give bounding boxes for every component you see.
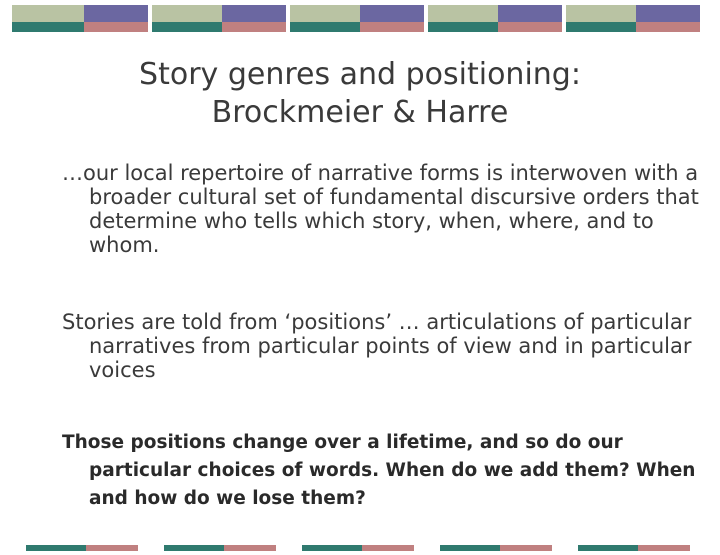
top-band-graphic — [0, 5, 720, 37]
slide-title-line-2: Brockmeier & Harre — [211, 95, 509, 130]
bottom-band-graphic — [0, 545, 720, 551]
body-paragraph-positions: Stories are told from ‘positions’ … articulations of particular narratives from particular points of view and in particular voices — [62, 310, 692, 382]
slide-title-line-1: Story genres and positioning: — [139, 57, 581, 92]
body-paragraph-questions: Those positions change over a lifetime, and so do our particular choices of words. When do we add them? When and how do we lose them? — [62, 432, 696, 509]
top-decorative-band — [0, 5, 720, 37]
bottom-decorative-band — [0, 536, 720, 542]
body-paragraph-repertoire: …our local repertoire of narrative forms is interwoven with a broader cultural set of fundamental discursive orders that determine who tells which story, when, where, and to whom. — [62, 161, 699, 257]
slide-title — [40, 56, 680, 132]
